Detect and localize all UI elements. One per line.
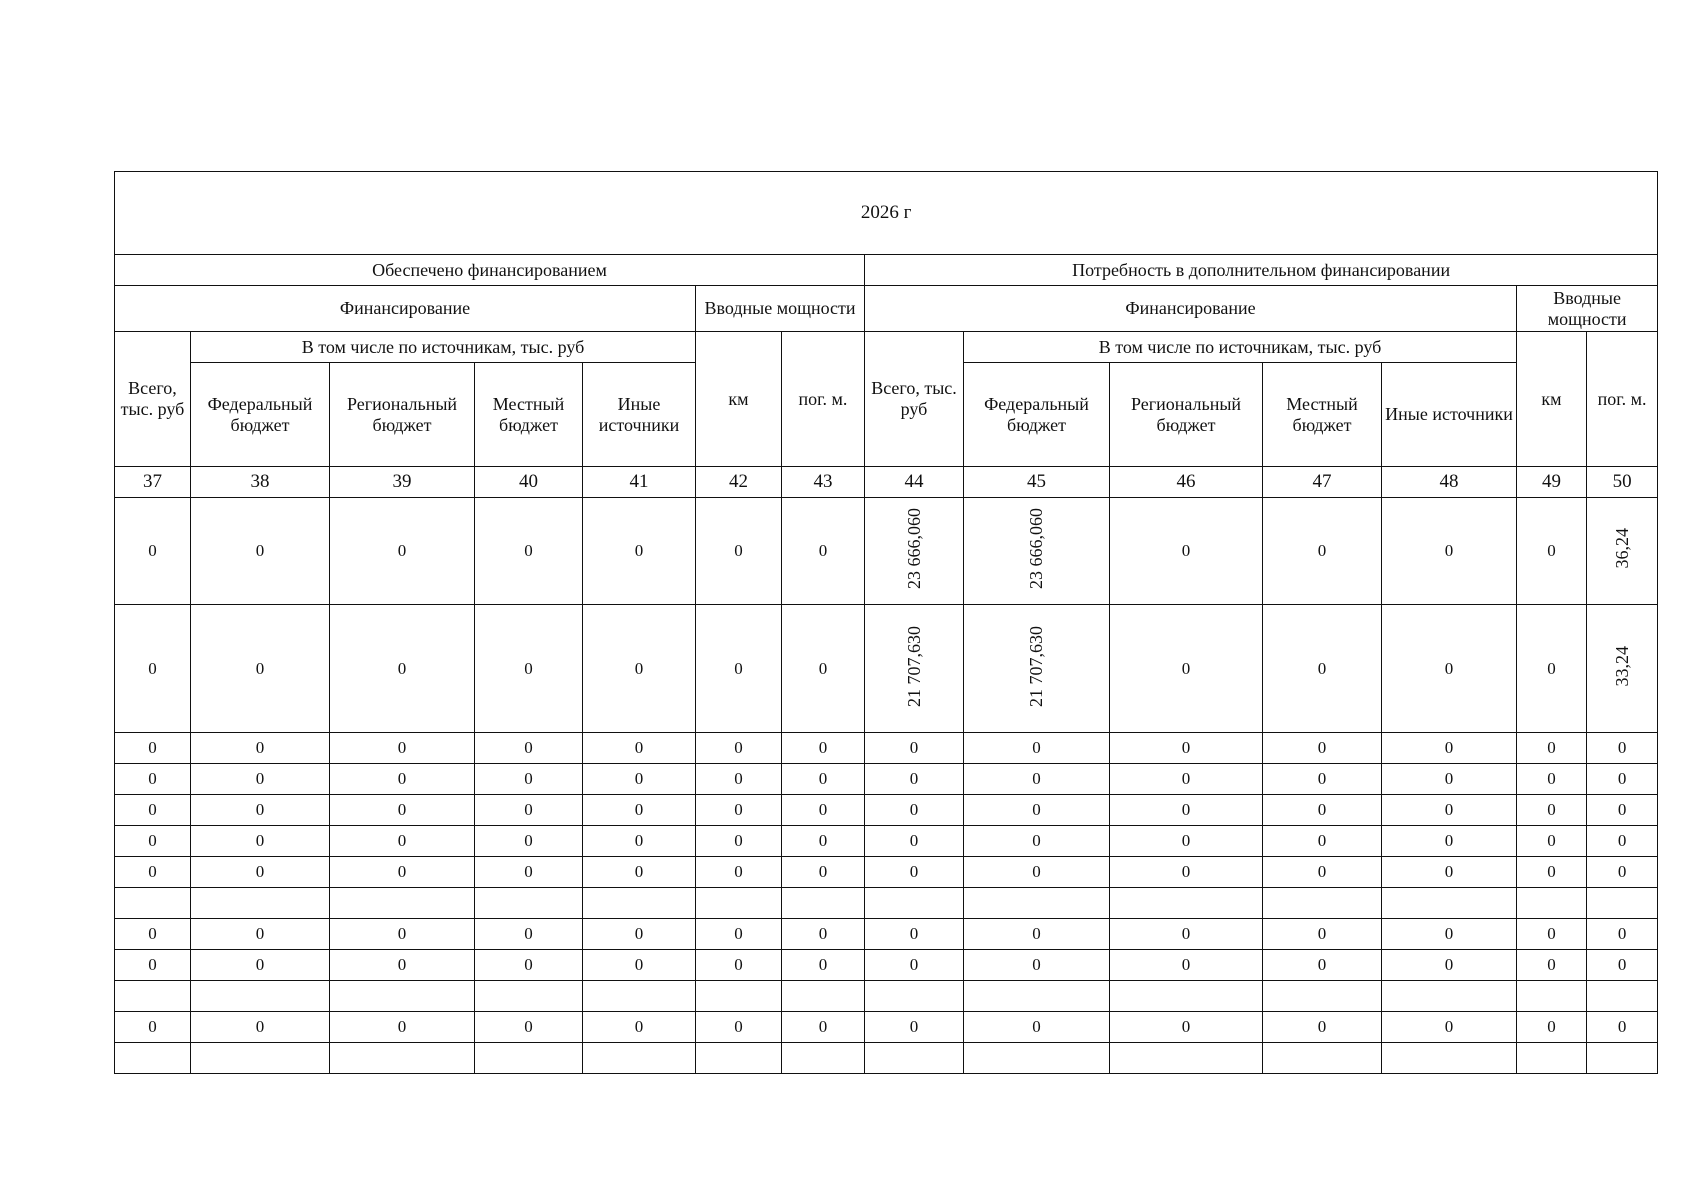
table-cell bbox=[1382, 888, 1517, 919]
table-cell: 0 bbox=[1110, 764, 1263, 795]
table-cell bbox=[1263, 1043, 1382, 1074]
table-row bbox=[115, 764, 1658, 795]
table-cell: 0 bbox=[191, 919, 330, 950]
table-cell: 0 bbox=[1382, 605, 1517, 733]
table-cell: 0 bbox=[1263, 605, 1382, 733]
table-cell: 0 bbox=[696, 733, 782, 764]
table-cell: 0 bbox=[782, 919, 865, 950]
other-header-right: Иные источники bbox=[1382, 363, 1517, 467]
table-cell bbox=[865, 605, 964, 733]
table-row bbox=[115, 919, 1658, 950]
table-cell: 0 bbox=[1263, 764, 1382, 795]
table-cell bbox=[1517, 1043, 1587, 1074]
table-cell bbox=[1382, 1043, 1517, 1074]
table-cell: 0 bbox=[191, 498, 330, 605]
table-cell: 0 bbox=[1587, 826, 1658, 857]
table-cell: 0 bbox=[782, 498, 865, 605]
table-cell bbox=[1587, 888, 1658, 919]
table-cell: 0 bbox=[696, 1012, 782, 1043]
table-cell: 0 bbox=[1382, 1012, 1517, 1043]
table-cell bbox=[115, 1043, 191, 1074]
table-cell: 0 bbox=[1382, 950, 1517, 981]
table-row bbox=[115, 1043, 1658, 1074]
cell-value: 23 666,060 bbox=[903, 508, 924, 590]
table-cell bbox=[1587, 498, 1658, 605]
table-cell: 0 bbox=[782, 857, 865, 888]
table-cell: 0 bbox=[1263, 1012, 1382, 1043]
column-number: 44 bbox=[865, 467, 964, 498]
table-cell: 0 bbox=[696, 498, 782, 605]
table-row bbox=[115, 950, 1658, 981]
table-cell: 0 bbox=[782, 1012, 865, 1043]
table-cell: 0 bbox=[475, 733, 583, 764]
table-cell bbox=[964, 981, 1110, 1012]
cell-value: 23 666,060 bbox=[1026, 508, 1047, 590]
year-header: 2026 г bbox=[115, 172, 1658, 255]
secured-financing-header: Обеспечено финансированием bbox=[115, 255, 865, 286]
table-cell bbox=[475, 981, 583, 1012]
table-cell: 0 bbox=[1587, 857, 1658, 888]
table-cell bbox=[696, 981, 782, 1012]
cell-value: 33,24 bbox=[1611, 645, 1632, 687]
table-cell: 0 bbox=[1110, 826, 1263, 857]
pog-m-header-right: пог. м. bbox=[1587, 332, 1658, 467]
table-cell: 0 bbox=[1263, 795, 1382, 826]
table-cell: 0 bbox=[1110, 950, 1263, 981]
table-cell: 0 bbox=[583, 605, 696, 733]
table-cell bbox=[865, 981, 964, 1012]
table-cell: 0 bbox=[782, 950, 865, 981]
table-cell: 0 bbox=[865, 1012, 964, 1043]
table-cell: 0 bbox=[1263, 498, 1382, 605]
column-number: 41 bbox=[583, 467, 696, 498]
by-sources-header-left: В том числе по источникам, тыс. руб bbox=[191, 332, 696, 363]
table-cell: 0 bbox=[696, 857, 782, 888]
table-cell bbox=[696, 1043, 782, 1074]
table-cell: 0 bbox=[1110, 498, 1263, 605]
table-cell: 0 bbox=[330, 498, 475, 605]
table-cell bbox=[696, 888, 782, 919]
table-row bbox=[115, 795, 1658, 826]
table-cell: 0 bbox=[475, 764, 583, 795]
table-cell bbox=[583, 888, 696, 919]
table-cell: 0 bbox=[1517, 605, 1587, 733]
table-row bbox=[115, 498, 1658, 605]
table-cell bbox=[964, 888, 1110, 919]
table-cell: 0 bbox=[1517, 764, 1587, 795]
table-cell: 0 bbox=[1110, 857, 1263, 888]
table-cell bbox=[191, 888, 330, 919]
other-header-left: Иные источники bbox=[583, 363, 696, 467]
table-cell bbox=[1382, 981, 1517, 1012]
financing-table bbox=[114, 171, 1658, 1074]
table-cell bbox=[865, 498, 964, 605]
table-cell: 0 bbox=[782, 764, 865, 795]
total-header-left: Всего, тыс. руб bbox=[115, 332, 191, 467]
column-number: 43 bbox=[782, 467, 865, 498]
pog-m-header-left: пог. м. bbox=[782, 332, 865, 467]
table-cell bbox=[1263, 981, 1382, 1012]
table-cell: 0 bbox=[115, 795, 191, 826]
table-cell: 0 bbox=[1517, 733, 1587, 764]
table-cell: 0 bbox=[1517, 950, 1587, 981]
table-cell: 0 bbox=[475, 605, 583, 733]
table-cell: 0 bbox=[583, 1012, 696, 1043]
table-cell: 0 bbox=[583, 764, 696, 795]
table-cell: 0 bbox=[964, 950, 1110, 981]
table-cell bbox=[782, 1043, 865, 1074]
table-cell: 0 bbox=[1517, 795, 1587, 826]
table-cell: 0 bbox=[191, 733, 330, 764]
regional-header-right: Региональный бюджет bbox=[1110, 363, 1263, 467]
table-cell: 0 bbox=[696, 795, 782, 826]
column-number: 47 bbox=[1263, 467, 1382, 498]
column-number: 48 bbox=[1382, 467, 1517, 498]
total-header-right: Всего, тыс. руб bbox=[865, 332, 964, 467]
table-cell bbox=[330, 1043, 475, 1074]
column-number: 49 bbox=[1517, 467, 1587, 498]
column-number: 42 bbox=[696, 467, 782, 498]
table-cell: 0 bbox=[964, 826, 1110, 857]
table-cell: 0 bbox=[1517, 498, 1587, 605]
table-row bbox=[115, 888, 1658, 919]
table-cell: 0 bbox=[1517, 857, 1587, 888]
table-cell bbox=[1110, 981, 1263, 1012]
table-cell: 0 bbox=[475, 795, 583, 826]
table-cell bbox=[865, 888, 964, 919]
table-cell: 0 bbox=[1263, 733, 1382, 764]
table-cell: 0 bbox=[964, 1012, 1110, 1043]
column-number-row bbox=[115, 467, 1658, 498]
table-cell: 0 bbox=[1517, 919, 1587, 950]
table-cell bbox=[191, 1043, 330, 1074]
table-cell: 0 bbox=[964, 919, 1110, 950]
table-cell bbox=[1110, 1043, 1263, 1074]
table-cell: 0 bbox=[865, 764, 964, 795]
table-cell: 0 bbox=[330, 733, 475, 764]
table-cell bbox=[782, 981, 865, 1012]
cell-value: 36,24 bbox=[1611, 528, 1632, 569]
table-cell bbox=[1587, 981, 1658, 1012]
table-cell: 0 bbox=[964, 857, 1110, 888]
table-cell: 0 bbox=[115, 733, 191, 764]
table-cell bbox=[782, 888, 865, 919]
table-cell: 0 bbox=[1263, 857, 1382, 888]
table-row bbox=[115, 981, 1658, 1012]
table-row bbox=[115, 733, 1658, 764]
table-cell: 0 bbox=[115, 764, 191, 795]
table-cell: 0 bbox=[191, 1012, 330, 1043]
table-cell: 0 bbox=[191, 605, 330, 733]
table-cell: 0 bbox=[583, 950, 696, 981]
table-cell: 0 bbox=[1587, 950, 1658, 981]
table-cell: 0 bbox=[1110, 919, 1263, 950]
table-cell bbox=[865, 1043, 964, 1074]
capacity-header-right: Вводные мощности bbox=[1517, 286, 1658, 332]
table-cell: 0 bbox=[475, 826, 583, 857]
table-cell: 0 bbox=[583, 826, 696, 857]
table-cell: 0 bbox=[696, 950, 782, 981]
table-cell: 0 bbox=[1382, 733, 1517, 764]
table-cell: 0 bbox=[475, 857, 583, 888]
table-cell bbox=[964, 498, 1110, 605]
table-cell: 0 bbox=[1587, 733, 1658, 764]
regional-header-left: Региональный бюджет bbox=[330, 363, 475, 467]
table-cell: 0 bbox=[696, 919, 782, 950]
table-cell: 0 bbox=[475, 919, 583, 950]
table-cell: 0 bbox=[330, 795, 475, 826]
table-cell: 0 bbox=[191, 826, 330, 857]
table-cell: 0 bbox=[696, 764, 782, 795]
table-cell: 0 bbox=[330, 919, 475, 950]
additional-financing-header: Потребность в дополнительном финансировании bbox=[865, 255, 1658, 286]
table-cell: 0 bbox=[330, 950, 475, 981]
table-cell: 0 bbox=[1382, 498, 1517, 605]
table-cell bbox=[1517, 888, 1587, 919]
table-cell bbox=[1110, 888, 1263, 919]
table-cell: 0 bbox=[964, 795, 1110, 826]
table-cell: 0 bbox=[865, 795, 964, 826]
table-cell bbox=[115, 888, 191, 919]
table-cell: 0 bbox=[330, 857, 475, 888]
table-cell: 0 bbox=[115, 857, 191, 888]
km-header-right: км bbox=[1517, 332, 1587, 467]
table-cell: 0 bbox=[782, 605, 865, 733]
table-cell: 0 bbox=[583, 733, 696, 764]
table-cell: 0 bbox=[782, 733, 865, 764]
table-cell: 0 bbox=[115, 498, 191, 605]
table-cell bbox=[1263, 888, 1382, 919]
table-row bbox=[115, 826, 1658, 857]
cell-value: 21 707,630 bbox=[1026, 625, 1047, 707]
table-cell: 0 bbox=[1382, 919, 1517, 950]
table-cell: 0 bbox=[1587, 1012, 1658, 1043]
table-cell: 0 bbox=[191, 857, 330, 888]
table-cell: 0 bbox=[583, 795, 696, 826]
table-cell: 0 bbox=[865, 826, 964, 857]
table-cell bbox=[475, 888, 583, 919]
table-cell: 0 bbox=[1587, 795, 1658, 826]
federal-header-right: Федеральный бюджет bbox=[964, 363, 1110, 467]
table-cell bbox=[475, 1043, 583, 1074]
table-cell bbox=[1587, 1043, 1658, 1074]
table-cell bbox=[964, 605, 1110, 733]
table-cell: 0 bbox=[964, 764, 1110, 795]
table-cell: 0 bbox=[1382, 764, 1517, 795]
table-cell: 0 bbox=[782, 795, 865, 826]
table-cell: 0 bbox=[191, 950, 330, 981]
table-cell: 0 bbox=[1382, 826, 1517, 857]
table-cell: 0 bbox=[1382, 857, 1517, 888]
table-row bbox=[115, 1012, 1658, 1043]
table-cell: 0 bbox=[191, 795, 330, 826]
table-cell: 0 bbox=[865, 733, 964, 764]
table-cell: 0 bbox=[475, 1012, 583, 1043]
km-header-left: км bbox=[696, 332, 782, 467]
table-cell bbox=[115, 981, 191, 1012]
table-cell: 0 bbox=[583, 498, 696, 605]
table-cell: 0 bbox=[115, 826, 191, 857]
table-cell: 0 bbox=[475, 950, 583, 981]
local-header-left: Местный бюджет bbox=[475, 363, 583, 467]
by-sources-header-right: В том числе по источникам, тыс. руб bbox=[964, 332, 1517, 363]
column-number: 40 bbox=[475, 467, 583, 498]
table-cell bbox=[330, 981, 475, 1012]
table-cell bbox=[583, 981, 696, 1012]
column-number: 50 bbox=[1587, 467, 1658, 498]
table-cell: 0 bbox=[1110, 795, 1263, 826]
table-cell: 0 bbox=[583, 857, 696, 888]
table-cell: 0 bbox=[115, 605, 191, 733]
table-cell: 0 bbox=[115, 919, 191, 950]
local-header-right: Местный бюджет bbox=[1263, 363, 1382, 467]
column-number: 37 bbox=[115, 467, 191, 498]
table-cell: 0 bbox=[1110, 1012, 1263, 1043]
table-cell: 0 bbox=[115, 1012, 191, 1043]
table-cell: 0 bbox=[865, 857, 964, 888]
table-cell: 0 bbox=[330, 1012, 475, 1043]
table-cell: 0 bbox=[1517, 1012, 1587, 1043]
table-row bbox=[115, 857, 1658, 888]
table-cell: 0 bbox=[475, 498, 583, 605]
table-cell: 0 bbox=[1110, 605, 1263, 733]
column-number: 45 bbox=[964, 467, 1110, 498]
table-cell: 0 bbox=[1263, 919, 1382, 950]
table-cell bbox=[1517, 981, 1587, 1012]
table-cell: 0 bbox=[1517, 826, 1587, 857]
table-cell: 0 bbox=[1587, 764, 1658, 795]
table-cell: 0 bbox=[865, 919, 964, 950]
table-cell: 0 bbox=[330, 605, 475, 733]
table-cell bbox=[330, 888, 475, 919]
table-cell bbox=[191, 981, 330, 1012]
table-cell bbox=[964, 1043, 1110, 1074]
table-cell: 0 bbox=[1382, 795, 1517, 826]
table-cell: 0 bbox=[1263, 950, 1382, 981]
column-number: 46 bbox=[1110, 467, 1263, 498]
table-cell bbox=[583, 1043, 696, 1074]
table-cell: 0 bbox=[191, 764, 330, 795]
table-cell: 0 bbox=[1587, 919, 1658, 950]
table-row bbox=[115, 605, 1658, 733]
table-cell: 0 bbox=[1263, 826, 1382, 857]
table-cell: 0 bbox=[964, 733, 1110, 764]
column-number: 38 bbox=[191, 467, 330, 498]
financing-header-right: Финансирование bbox=[865, 286, 1517, 332]
table-cell: 0 bbox=[1110, 733, 1263, 764]
table-cell: 0 bbox=[865, 950, 964, 981]
table-cell: 0 bbox=[782, 826, 865, 857]
financing-header-left: Финансирование bbox=[115, 286, 696, 332]
capacity-header-left: Вводные мощности bbox=[696, 286, 865, 332]
table-cell bbox=[1587, 605, 1658, 733]
table-cell: 0 bbox=[696, 605, 782, 733]
cell-value: 21 707,630 bbox=[903, 625, 924, 707]
table-cell: 0 bbox=[330, 826, 475, 857]
table-cell: 0 bbox=[696, 826, 782, 857]
federal-header-left: Федеральный бюджет bbox=[191, 363, 330, 467]
table-cell: 0 bbox=[115, 950, 191, 981]
table-cell: 0 bbox=[583, 919, 696, 950]
table-cell: 0 bbox=[330, 764, 475, 795]
column-number: 39 bbox=[330, 467, 475, 498]
